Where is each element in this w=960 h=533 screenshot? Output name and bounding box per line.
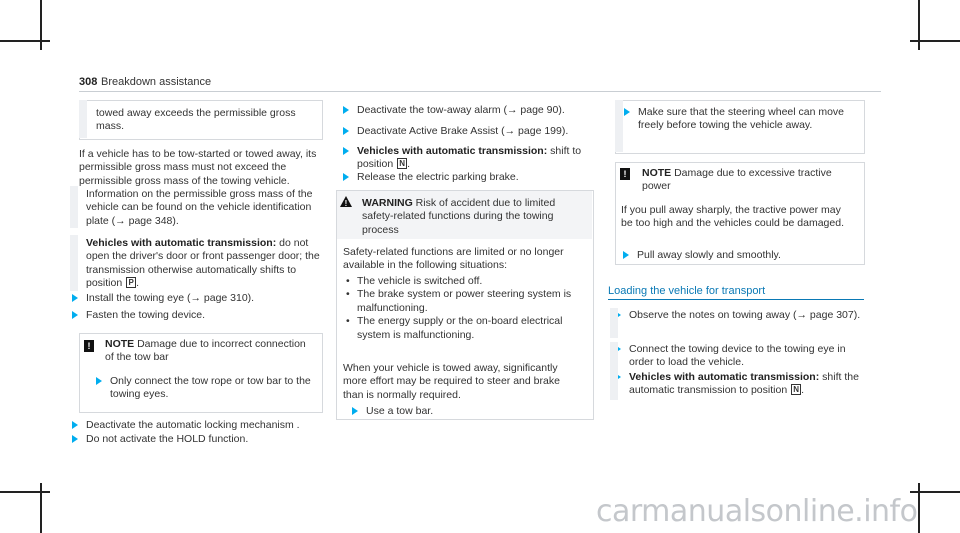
warning-triangle-icon — [340, 196, 352, 207]
step-arrow-icon — [72, 311, 78, 319]
svg-text:!: ! — [344, 199, 348, 207]
step-arrow-icon — [72, 421, 78, 429]
step-arrow-icon — [343, 147, 349, 155]
step-bar — [615, 100, 623, 152]
header-rule — [79, 91, 881, 92]
warning-bullets — [343, 275, 583, 342]
heading-rule — [608, 299, 864, 300]
step-bar — [70, 235, 78, 291]
step-bar — [610, 370, 618, 400]
continued-text: towed away exceeds the permissible gross mass. — [96, 107, 296, 133]
step-arrow-icon — [72, 294, 78, 302]
step-bar — [70, 186, 78, 228]
step-arrow-icon — [343, 173, 349, 181]
note-step: Only connect the tow rope or tow bar to the towing eyes. — [110, 375, 315, 402]
section-heading: Loading the vehicle for transport — [608, 285, 766, 297]
page-number: 308 — [79, 76, 98, 88]
step-arrow-icon — [352, 407, 358, 415]
list-item: • The brake system or power steering system is malfunctioning. — [343, 288, 583, 315]
step-brake-assist: Deactivate Active Brake Assist (→ page 199). — [357, 125, 595, 138]
note-step: Pull away slowly and smoothly. — [637, 249, 847, 262]
step-hold: Do not activate the HOLD function. — [86, 433, 324, 446]
step-automatic: Vehicles with automatic transmission: do not open the driver's door or front passenger door; the transmission otherwise automatically shifts to position P . — [86, 237, 324, 291]
gear-n-icon: N — [397, 158, 407, 169]
step-bar — [610, 308, 618, 338]
step-observe: Observe the notes on towing away (→ page 307). — [629, 309, 864, 322]
step-arrow-icon — [72, 435, 78, 443]
step-shift-automatic: Vehicles with automatic transmission: shift the automatic transmission to position N . — [629, 371, 864, 398]
section-title: Breakdown assistance — [101, 76, 212, 88]
list-item: • The vehicle is switched off. — [343, 275, 583, 288]
step-connect: Connect the towing device to the towing eye in order to load the vehicle. — [629, 343, 864, 370]
step-arrow-icon — [343, 106, 349, 114]
notice-icon: ! — [620, 168, 630, 180]
step-parking-brake: Release the electric parking brake. — [357, 171, 595, 184]
notice-icon: ! — [84, 340, 94, 352]
step-shift-n: Vehicles with automatic transmission: shift to position N . — [357, 145, 595, 172]
gear-p-icon: P — [126, 277, 136, 288]
watermark: carmanualsonline.info — [596, 494, 918, 529]
warning-title: WARNING Risk of accident due to limited safety-related functions during the towing process — [362, 197, 556, 236]
step-fasten: Fasten the towing device. — [86, 309, 324, 322]
step-info: Information on the permissible gross mass of the vehicle can be found on the vehicle identification plate (→ page 348). — [86, 188, 324, 228]
step-arrow-icon — [96, 377, 102, 385]
note-title: NOTE Damage due to incorrect connection of the tow bar — [105, 338, 306, 364]
note-body: If you pull away sharply, the tractive power may be too high and the vehicles could be damaged. — [621, 204, 844, 230]
step-steering: Make sure that the steering wheel can move freely before towing the vehicle away. — [638, 106, 848, 133]
gear-n-icon: N — [791, 384, 801, 395]
step-bar — [79, 100, 87, 138]
step-install: Install the towing eye (→ page 310). — [86, 292, 324, 305]
list-item: • The energy supply or the on-board electrical system is malfunctioning. — [343, 315, 583, 342]
warning-body: Safety-related functions are limited or no longer available in the following situations: — [343, 246, 564, 272]
step-arrow-icon — [623, 251, 629, 259]
step-arrow-icon — [343, 127, 349, 135]
intro-paragraph: If a vehicle has to be tow-started or towed away, its permissible gross mass must not exceed the permissible gross mass of the towing vehicle. — [79, 148, 317, 187]
step-arrow-icon — [624, 108, 630, 116]
step-deactivate-locking: Deactivate the automatic locking mechanism . — [86, 419, 324, 432]
step-tow-alarm: Deactivate the tow-away alarm (→ page 90). — [357, 104, 595, 117]
step-bar — [610, 342, 618, 372]
warning-step: Use a tow bar. — [366, 405, 566, 418]
warning-tail: When your vehicle is towed away, significantly more effort may be required to steer and brake than is normally required. — [343, 362, 560, 401]
note-title: NOTE Damage due to excessive tractive power — [642, 167, 832, 193]
